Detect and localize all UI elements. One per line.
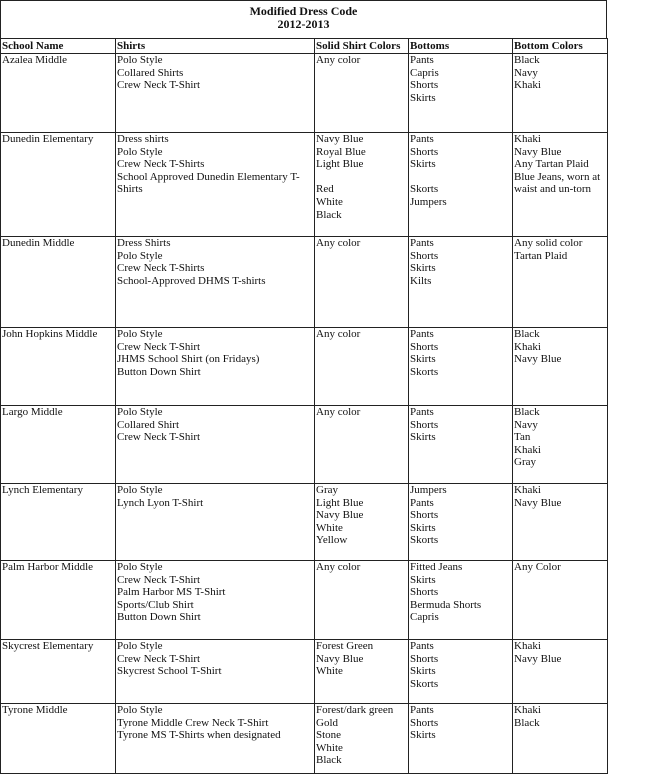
cell-line: Navy Blue — [514, 496, 562, 509]
cell-line: Any color — [316, 406, 361, 418]
cell-line: Pants — [410, 237, 434, 249]
school-name-cell — [1, 406, 116, 484]
cell-line: White — [316, 521, 343, 534]
cell-line: Capris — [410, 611, 439, 624]
cell-line: Tyrone Middle — [2, 704, 68, 716]
bottom-colors-cell — [513, 133, 608, 237]
shirts-cell — [116, 133, 315, 237]
cell-line: Polo Style — [117, 704, 163, 716]
cell-line: Sports/Club Shirt — [117, 598, 194, 611]
cell-line: Polo Style — [117, 249, 163, 262]
cell-line: Dunedin Elementary — [2, 133, 94, 145]
cell-line: Navy — [514, 418, 538, 431]
cell-line: Navy Blue — [514, 145, 562, 158]
table-row — [1, 704, 608, 774]
bottom-colors-cell — [513, 561, 608, 640]
cell-line: Pants — [410, 640, 434, 652]
cell-line: Palm Harbor MS T-Shirt — [117, 586, 226, 599]
header-shirts: Shirts — [116, 39, 315, 54]
cell-line: Polo Style — [117, 640, 163, 652]
cell-line: Crew Neck T-Shirts — [117, 262, 205, 275]
cell-line: Pants — [410, 496, 434, 509]
cell-line: Skirts — [410, 665, 436, 678]
cell-line: Pants — [410, 133, 434, 145]
bottom-colors-cell — [513, 704, 608, 774]
cell-line: Skorts — [410, 534, 439, 547]
cell-line: Collared Shirt — [117, 418, 180, 431]
cell-line: Lynch Elementary — [2, 484, 83, 496]
bottom-colors-cell — [513, 406, 608, 484]
cell-line: Tyrone Middle Crew Neck T-Shirt — [117, 716, 269, 729]
cell-line: Polo Style — [117, 54, 163, 66]
school-name-cell — [1, 328, 116, 406]
cell-line: Khaki — [514, 340, 541, 353]
cell-line: White — [316, 741, 343, 754]
cell-line: Shorts — [410, 716, 439, 729]
cell-line: Skirts — [410, 262, 436, 275]
shirt-colors-cell — [315, 406, 409, 484]
cell-line: Any color — [316, 237, 361, 249]
cell-line: Forest/dark green — [316, 704, 394, 716]
header-row — [1, 39, 608, 54]
cell-line: Dunedin Middle — [2, 237, 75, 249]
table-row — [1, 640, 608, 704]
cell-line: Stone — [316, 729, 342, 742]
cell-line: Navy Blue — [514, 353, 562, 366]
cell-line: Shorts — [410, 418, 439, 431]
cell-line: Lynch Lyon T-Shirt — [117, 496, 204, 509]
cell-line: Jumpers — [410, 484, 447, 496]
cell-line: Forest Green — [316, 640, 374, 652]
cell-line: Black — [514, 328, 540, 340]
cell-line: Skorts — [410, 365, 439, 378]
cell-line: Azalea Middle — [2, 54, 68, 66]
table-row — [1, 133, 608, 237]
table-row — [1, 328, 608, 406]
cell-line: Shorts — [410, 79, 439, 92]
cell-line: Button Down Shirt — [117, 365, 201, 378]
shirts-cell — [116, 237, 315, 328]
cell-line: Skirts — [410, 91, 436, 104]
cell-line: Skirts — [410, 729, 436, 742]
cell-line: Yellow — [316, 534, 348, 547]
school-name-cell — [1, 561, 116, 640]
bottoms-cell — [409, 561, 513, 640]
cell-line: Black — [316, 208, 342, 221]
cell-line: Kilts — [410, 274, 432, 287]
cell-line: Crew Neck T-Shirts — [117, 158, 205, 171]
cell-line: Blue Jeans, worn at waist and un-torn — [514, 170, 601, 196]
cell-line: Black — [514, 406, 540, 418]
cell-line: Black — [514, 54, 540, 66]
cell-line: Red — [316, 183, 334, 196]
cell-line: Crew Neck T-Shirt — [117, 431, 201, 444]
cell-line: Dress shirts — [117, 133, 169, 145]
cell-line: Skycrest Elementary — [2, 640, 94, 652]
cell-line: Button Down Shirt — [117, 611, 201, 624]
school-name-cell — [1, 484, 116, 561]
shirt-colors-cell — [315, 561, 409, 640]
cell-line: Navy — [514, 66, 538, 79]
cell-line: Tyrone MS T-Shirts when designated — [117, 729, 281, 742]
blank-line — [316, 171, 407, 184]
cell-line: Gray — [316, 484, 338, 496]
cell-line: Capris — [410, 66, 439, 79]
cell-line: Tan — [514, 431, 531, 444]
header-bottoms: Bottoms — [409, 39, 513, 54]
cell-line: Crew Neck T-Shirt — [117, 573, 201, 586]
cell-line: Polo Style — [117, 406, 163, 418]
cell-line: Khaki — [514, 133, 541, 145]
cell-line: Pants — [410, 704, 434, 716]
cell-line: Khaki — [514, 484, 541, 496]
cell-line: Polo Style — [117, 561, 163, 573]
cell-line: Polo Style — [117, 484, 163, 496]
cell-line: Shorts — [410, 652, 439, 665]
shirts-cell — [116, 406, 315, 484]
cell-line: Shorts — [410, 145, 439, 158]
shirt-colors-cell — [315, 237, 409, 328]
cell-line: Skorts — [410, 183, 439, 196]
cell-line: Shorts — [410, 509, 439, 522]
bottom-colors-cell — [513, 328, 608, 406]
cell-line: Any color — [316, 328, 361, 340]
cell-line: Skirts — [410, 431, 436, 444]
bottoms-cell — [409, 640, 513, 704]
cell-line: Skirts — [410, 521, 436, 534]
bottoms-cell — [409, 237, 513, 328]
cell-line: Pants — [410, 54, 434, 66]
document-subtitle: 2012-2013 — [277, 17, 330, 31]
cell-line: Skirts — [410, 158, 436, 171]
cell-line: School-Approved DHMS T-shirts — [117, 274, 266, 287]
cell-line: Navy Blue — [316, 652, 364, 665]
bottoms-cell — [409, 484, 513, 561]
bottom-colors-cell — [513, 54, 608, 133]
cell-line: White — [316, 195, 343, 208]
cell-line: Gray — [514, 456, 536, 469]
table-row — [1, 54, 608, 133]
shirt-colors-cell — [315, 328, 409, 406]
header-solid-shirt-colors: Solid Shirt Colors — [315, 39, 409, 54]
cell-line: Crew Neck T-Shirt — [117, 340, 201, 353]
school-name-cell — [1, 237, 116, 328]
cell-line: Crew Neck T-Shirt — [117, 652, 201, 665]
shirt-colors-cell — [315, 704, 409, 774]
table-body — [1, 54, 608, 774]
cell-line: JHMS School Shirt (on Fridays) — [117, 353, 260, 366]
shirt-colors-cell — [315, 484, 409, 561]
cell-line: White — [316, 665, 343, 678]
shirts-cell — [116, 484, 315, 561]
bottoms-cell — [409, 704, 513, 774]
bottoms-cell — [409, 133, 513, 237]
shirts-cell — [116, 328, 315, 406]
cell-line: Khaki — [514, 704, 541, 716]
cell-line: Polo Style — [117, 145, 163, 158]
shirts-cell — [116, 640, 315, 704]
header-school-name: School Name — [1, 39, 116, 54]
cell-line: Black — [514, 716, 540, 729]
cell-line: Navy Blue — [316, 509, 364, 522]
title-block — [0, 0, 607, 38]
bottoms-cell — [409, 406, 513, 484]
cell-line: Black — [316, 754, 342, 767]
cell-line: Any Color — [514, 561, 561, 573]
bottoms-cell — [409, 54, 513, 133]
cell-line: Any Tartan Plaid — [514, 158, 589, 171]
school-name-cell — [1, 133, 116, 237]
table-row — [1, 406, 608, 484]
cell-line: Skorts — [410, 677, 439, 690]
cell-line: Light Blue — [316, 158, 364, 171]
table-row — [1, 237, 608, 328]
table-row — [1, 484, 608, 561]
cell-line: Royal Blue — [316, 145, 366, 158]
table-row — [1, 561, 608, 640]
shirt-colors-cell — [315, 133, 409, 237]
cell-line: School Approved Dunedin Elementary T-Shirts — [117, 170, 300, 196]
cell-line: Navy Blue — [514, 652, 562, 665]
shirt-colors-cell — [315, 54, 409, 133]
bottom-colors-cell — [513, 484, 608, 561]
cell-line: Khaki — [514, 443, 541, 456]
cell-line: Palm Harbor Middle — [2, 561, 94, 573]
cell-line: Pants — [410, 328, 434, 340]
cell-line: John Hopkins Middle — [2, 328, 98, 340]
cell-line: Jumpers — [410, 195, 447, 208]
cell-line: Shorts — [410, 586, 439, 599]
cell-line: Shorts — [410, 249, 439, 262]
cell-line: Skirts — [410, 573, 436, 586]
school-name-cell — [1, 704, 116, 774]
cell-line: Bermuda Shorts — [410, 598, 482, 611]
shirts-cell — [116, 704, 315, 774]
shirts-cell — [116, 54, 315, 133]
bottom-colors-cell — [513, 237, 608, 328]
dress-code-table — [0, 38, 608, 774]
cell-line: Pants — [410, 406, 434, 418]
cell-line: Light Blue — [316, 496, 364, 509]
cell-line: Skirts — [410, 353, 436, 366]
cell-line: Any solid color — [514, 237, 583, 249]
cell-line: Any color — [316, 54, 361, 66]
cell-line: Collared Shirts — [117, 66, 184, 79]
document-title: Modified Dress Code — [249, 4, 358, 18]
bottom-colors-cell — [513, 640, 608, 704]
school-name-cell — [1, 640, 116, 704]
cell-line: Any color — [316, 561, 361, 573]
cell-line: Khaki — [514, 640, 541, 652]
shirt-colors-cell — [315, 640, 409, 704]
cell-line: Gold — [316, 716, 338, 729]
header-bottom-colors: Bottom Colors — [513, 39, 608, 54]
cell-line: Crew Neck T-Shirt — [117, 79, 201, 92]
blank-line — [410, 171, 511, 184]
cell-line: Largo Middle — [2, 406, 63, 418]
cell-line: Khaki — [514, 79, 541, 92]
cell-line: Fitted Jeans — [410, 561, 463, 573]
cell-line: Skycrest School T-Shirt — [117, 665, 222, 678]
cell-line: Shorts — [410, 340, 439, 353]
cell-line: Navy Blue — [316, 133, 364, 145]
bottoms-cell — [409, 328, 513, 406]
school-name-cell — [1, 54, 116, 133]
cell-line: Polo Style — [117, 328, 163, 340]
cell-line: Tartan Plaid — [514, 249, 568, 262]
cell-line: Dress Shirts — [117, 237, 171, 249]
shirts-cell — [116, 561, 315, 640]
